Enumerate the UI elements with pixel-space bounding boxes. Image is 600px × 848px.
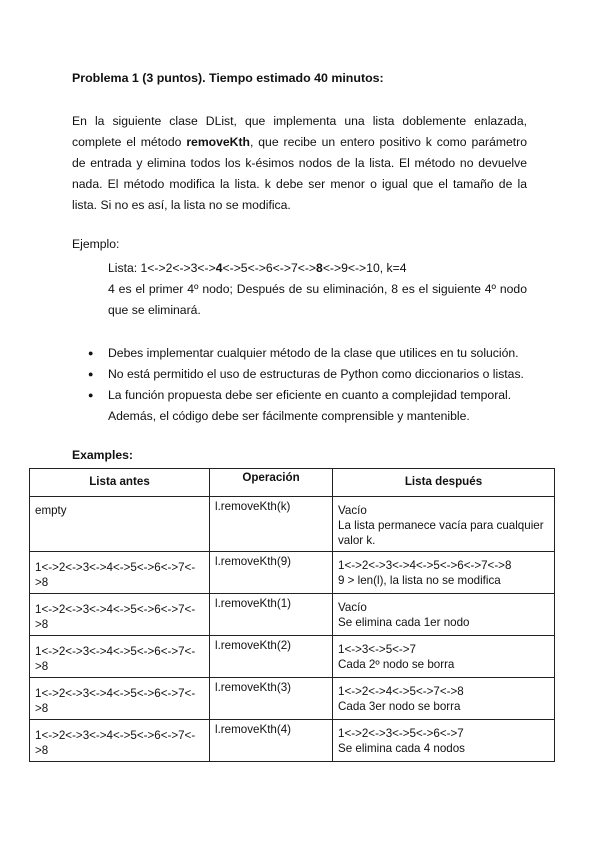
cell-after: 1<->3<->5<->7 Cada 2º nodo se borra xyxy=(333,636,555,678)
table-row xyxy=(30,720,555,762)
statement-part-1: En la siguiente clase DList, que implementa una lista doblemente enlazada, complete el método xyxy=(72,114,527,149)
list-item: ● La función propuesta debe ser eficiente en cuanto a complejidad temporal. Además, el código debe ser fácilmente comprensible y mantenible. xyxy=(88,385,528,427)
table-row xyxy=(30,552,555,594)
example-block xyxy=(108,258,527,321)
example-explanation: 4 es el primer 4º nodo; Después de su eliminación, 8 es el siguiente 4º nodo que se eliminará. xyxy=(108,282,527,317)
cell-operation: l.removeKth(3) xyxy=(210,678,333,720)
table-row xyxy=(30,594,555,636)
table-row xyxy=(30,497,555,552)
cell-before: 1<->2<->3<->4<->5<->6<->7<->8 xyxy=(30,552,210,594)
header-operacion: Operación xyxy=(210,469,333,497)
cell-after: 1<->2<->3<->5<->6<->7 Se elimina cada 4 nodos xyxy=(333,720,555,762)
method-name: removeKth xyxy=(186,135,250,149)
cell-before: 1<->2<->3<->4<->5<->6<->7<->8 xyxy=(30,636,210,678)
cell-before: 1<->2<->3<->4<->5<->6<->7<->8 xyxy=(30,678,210,720)
cell-operation: l.removeKth(2) xyxy=(210,636,333,678)
example-label: Ejemplo: xyxy=(72,237,120,251)
cell-after: 1<->2<->4<->5<->7<->8 Cada 3er nodo se borra xyxy=(333,678,555,720)
problem-statement xyxy=(72,111,527,216)
table-row xyxy=(30,678,555,720)
cell-before: 1<->2<->3<->4<->5<->6<->7<->8 xyxy=(30,720,210,762)
table-header-row xyxy=(30,469,555,497)
cell-after: 1<->2<->3<->4<->5<->6<->7<->8 9 > len(l), la lista no se modifica xyxy=(333,552,555,594)
examples-label: Examples: xyxy=(72,448,133,462)
cell-before: 1<->2<->3<->4<->5<->6<->7<->8 xyxy=(30,594,210,636)
cell-operation: l.removeKth(9) xyxy=(210,552,333,594)
cell-operation: l.removeKth(4) xyxy=(210,720,333,762)
list-item: ● Debes implementar cualquier método de la clase que utilices en tu solución. xyxy=(88,343,528,364)
cell-operation: l.removeKth(k) xyxy=(210,497,333,552)
cell-operation: l.removeKth(1) xyxy=(210,594,333,636)
statement-part-2: , que recibe un entero positivo k como parámetro de entrada y elimina todos los k-ésimos nodos de la lista. El método no devuelve nada. El método modifica la lista. k debe ser menor o igual que el tamaño de la lista. Si no es así, la lista no se modifica. xyxy=(72,135,528,212)
cell-after: Vacío La lista permanece vacía para cualquier valor k. xyxy=(333,497,555,552)
example-list: Lista: 1<->2<->3<->4<->5<->6<->7<->8<->9<->10, k=4 xyxy=(108,261,407,275)
header-lista-antes: Lista antes xyxy=(30,469,210,497)
list-item: ● No está permitido el uso de estructuras de Python como diccionarios o listas. xyxy=(88,364,528,385)
cell-before: empty xyxy=(30,497,210,552)
problem-title: Problema 1 (3 puntos). Tiempo estimado 40 minutos: xyxy=(72,71,384,85)
header-lista-despues: Lista después xyxy=(333,469,555,497)
cell-after: Vacío Se elimina cada 1er nodo xyxy=(333,594,555,636)
examples-table xyxy=(29,468,555,762)
table-row xyxy=(30,636,555,678)
requirements-list xyxy=(88,343,528,427)
